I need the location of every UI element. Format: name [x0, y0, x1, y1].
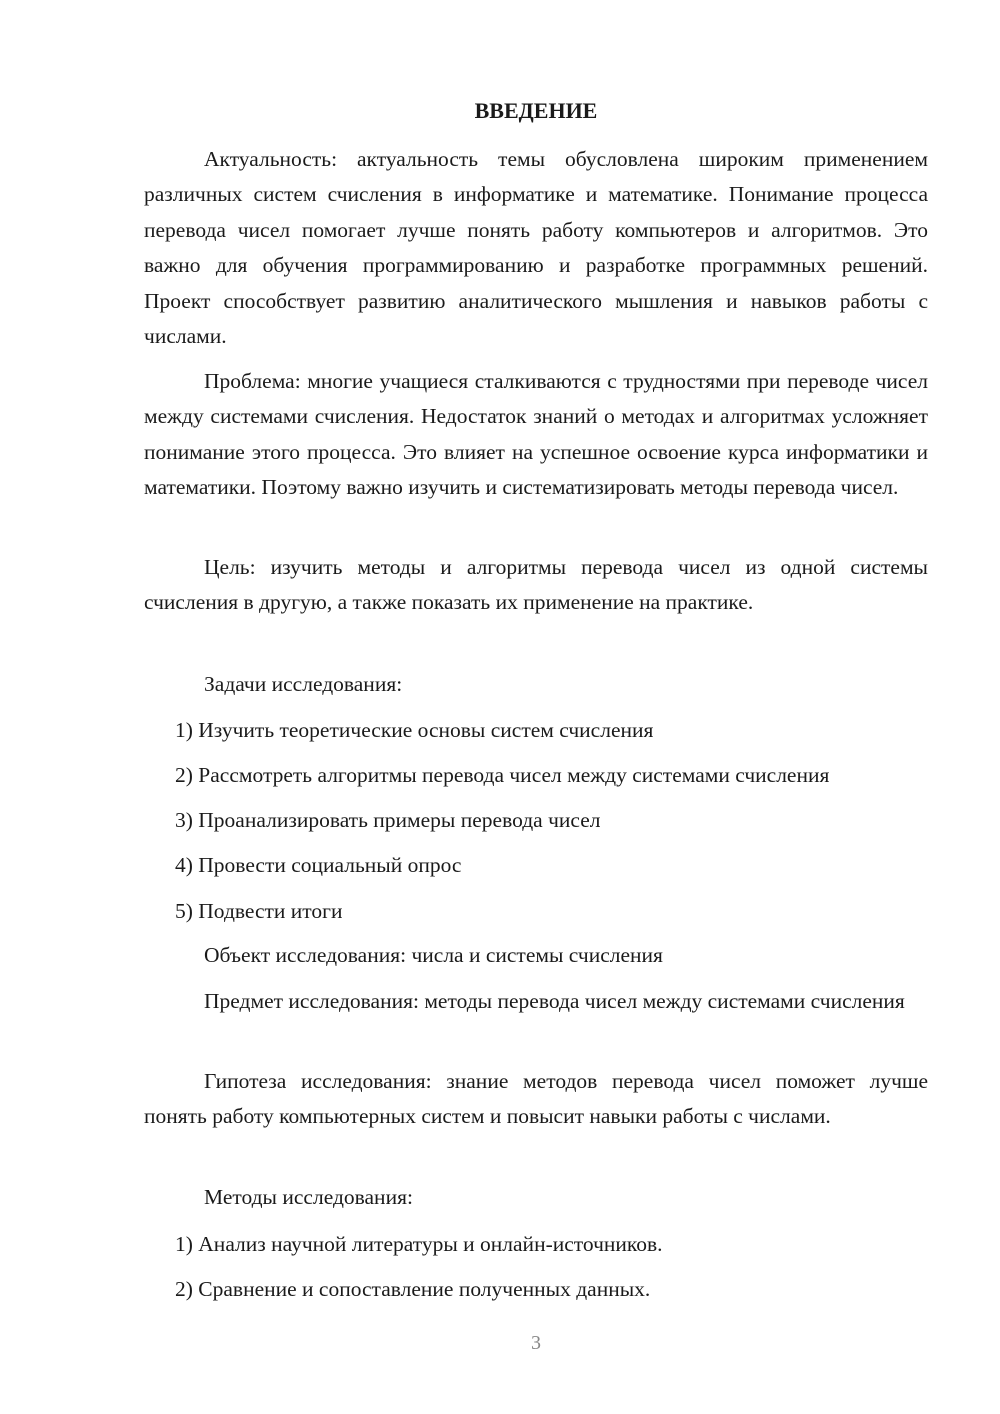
- paragraph-hypothesis: Гипотеза исследования: знание методов перевода чисел поможет лучше понять работу компьютерных систем и повысит навыки работы с числами.: [144, 1069, 928, 1129]
- task-item: 5) Подвести итоги: [175, 899, 343, 923]
- page-title: ВВЕДЕНИЕ: [474, 98, 598, 123]
- tasks-heading: Задачи исследования:: [204, 672, 403, 696]
- paragraph-relevance: Актуальность: актуальность темы обусловлена широким применением различных систем счисления в информатике и математике. Понимание процесса перевода чисел помогает лучше понять работу компьютеров и алгоритмов. Это важно для обучения программированию и разработке программных решений. Проект способствует развитию аналитического мышления и навыков работы с числами.: [144, 147, 928, 349]
- paragraph-goal: Цель: изучить методы и алгоритмы перевода чисел из одной системы счисления в другую, а также показать их применение на практике.: [144, 555, 928, 615]
- paragraph-object: Объект исследования: числа и системы счисления: [204, 943, 663, 967]
- task-item: 3) Проанализировать примеры перевода чисел: [175, 808, 601, 832]
- task-item: 4) Провести социальный опрос: [175, 853, 462, 877]
- paragraph-problem: Проблема: многие учащиеся сталкиваются с трудностями при переводе чисел между системами счисления. Недостаток знаний о методах и алгоритмах усложняет понимание этого процесса. Это влияет на успешное освоение курса информатики и математики. Поэтому важно изучить и систематизировать методы перевода чисел.: [144, 369, 928, 500]
- method-item: 1) Анализ научной литературы и онлайн-источников.: [175, 1232, 663, 1256]
- task-item: 1) Изучить теоретические основы систем счисления: [175, 718, 654, 742]
- page-number: 3: [531, 1332, 541, 1354]
- paragraph-subject: Предмет исследования: методы перевода чисел между системами счисления: [204, 989, 905, 1013]
- methods-heading: Методы исследования:: [204, 1185, 413, 1209]
- task-item: 2) Рассмотреть алгоритмы перевода чисел между системами счисления: [175, 763, 830, 787]
- method-item: 2) Сравнение и сопоставление полученных данных.: [175, 1277, 651, 1301]
